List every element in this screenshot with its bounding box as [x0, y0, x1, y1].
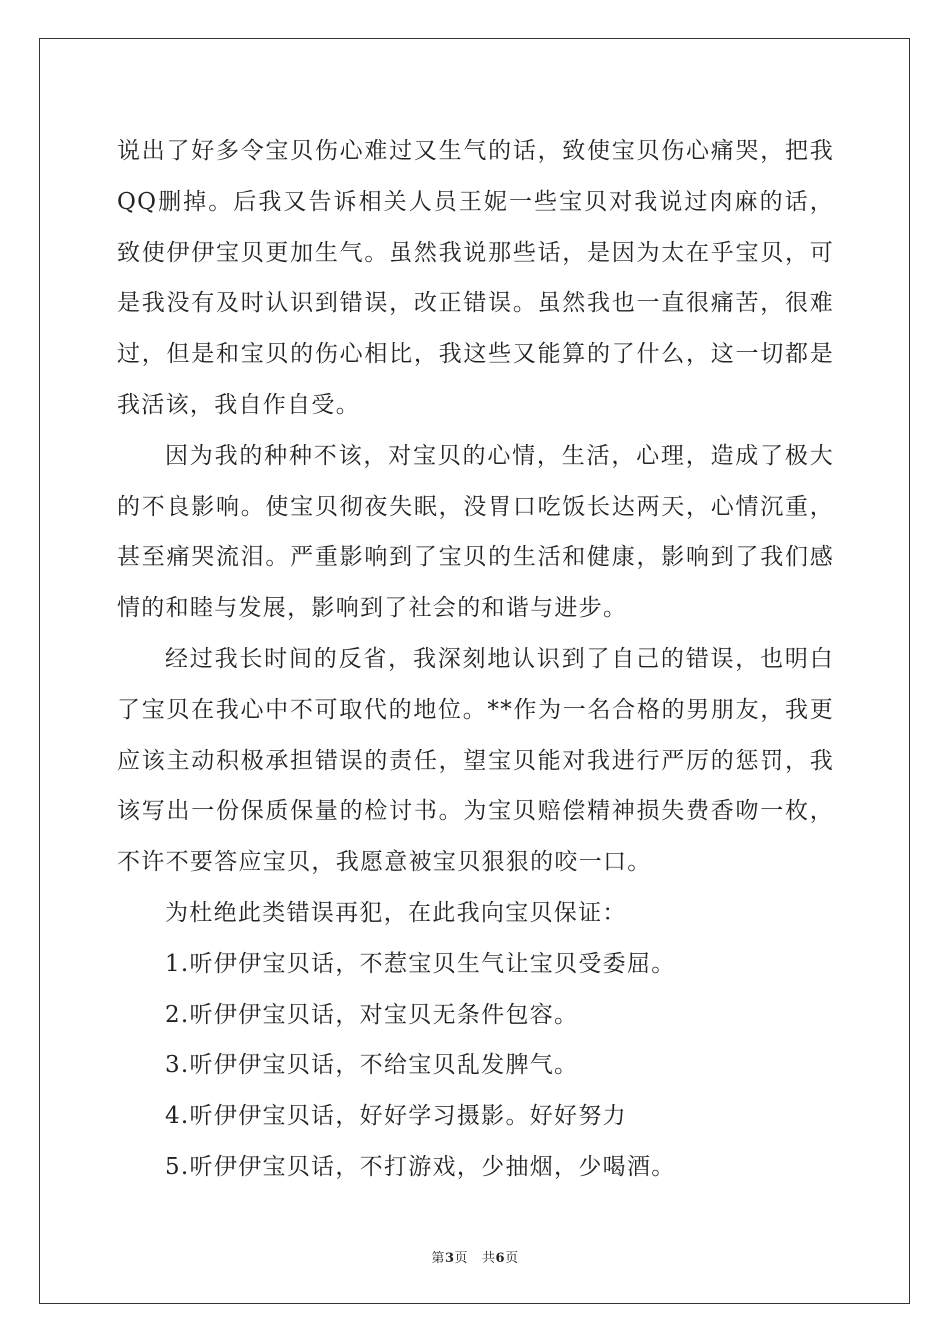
page-suffix: 页: [454, 1251, 468, 1266]
pledge-item-3: 3.听伊伊宝贝话，不给宝贝乱发脾气。: [165, 1052, 579, 1079]
total-suffix: 页: [505, 1251, 519, 1266]
pledge-item-5: 5.听伊伊宝贝话，不打游戏，少抽烟，少喝酒。: [165, 1153, 676, 1180]
page-footer: [0, 1247, 950, 1266]
paragraph-pledge-intro: 为杜绝此类错误再犯，在此我向宝贝保证：: [165, 899, 627, 926]
pledge-item-2: 2.听伊伊宝贝话，对宝贝无条件包容。: [165, 1001, 579, 1028]
pledge-item-1: 1.听伊伊宝贝话，不惹宝贝生气让宝贝受委屈。: [165, 950, 676, 977]
page-number: 3: [444, 1251, 455, 1266]
total-prefix: 共: [482, 1251, 496, 1266]
paragraph-continued: 说出了好多令宝贝伤心难过又生气的话，致使宝贝伤心痛哭，把我QQ删掉。后我又告诉相关人员王妮一些宝贝对我说过肉麻的话，致使伊伊宝贝更加生气。虽然我说那些话，是因为太在乎宝贝，可是我没有及时认识到错误，改正错误。虽然我也一直很痛苦，很难过，但是和宝贝的伤心相比，我这些又能算的了什么，这一切都是我活该，我自作自受。: [117, 138, 834, 418]
paragraph-impact: 因为我的种种不该，对宝贝的心情，生活，心理，造成了极大的不良影响。使宝贝彻夜失眠，没胃口吃饭长达两天，心情沉重，甚至痛哭流泪。严重影响到了宝贝的生活和健康，影响到了我们感情的和睦与发展，影响到了社会的和谐与进步。: [117, 442, 834, 622]
document-body: [117, 126, 834, 1193]
total-pages: 6: [495, 1251, 506, 1266]
pledge-item-4: 4.听伊伊宝贝话，好好学习摄影。好好努力: [165, 1103, 627, 1130]
paragraph-reflection: 经过我长时间的反省，我深刻地认识到了自己的错误，也明白了宝贝在我心中不可取代的地位。**作为一名合格的男朋友，我更应该主动积极承担错误的责任，望宝贝能对我进行严厉的惩罚，我该写出一份保质保量的检讨书。为宝贝赔偿精神损失费香吻一枚，不许不要答应宝贝，我愿意被宝贝狠狠的咬一口。: [117, 645, 834, 876]
page-prefix: 第: [431, 1251, 445, 1266]
